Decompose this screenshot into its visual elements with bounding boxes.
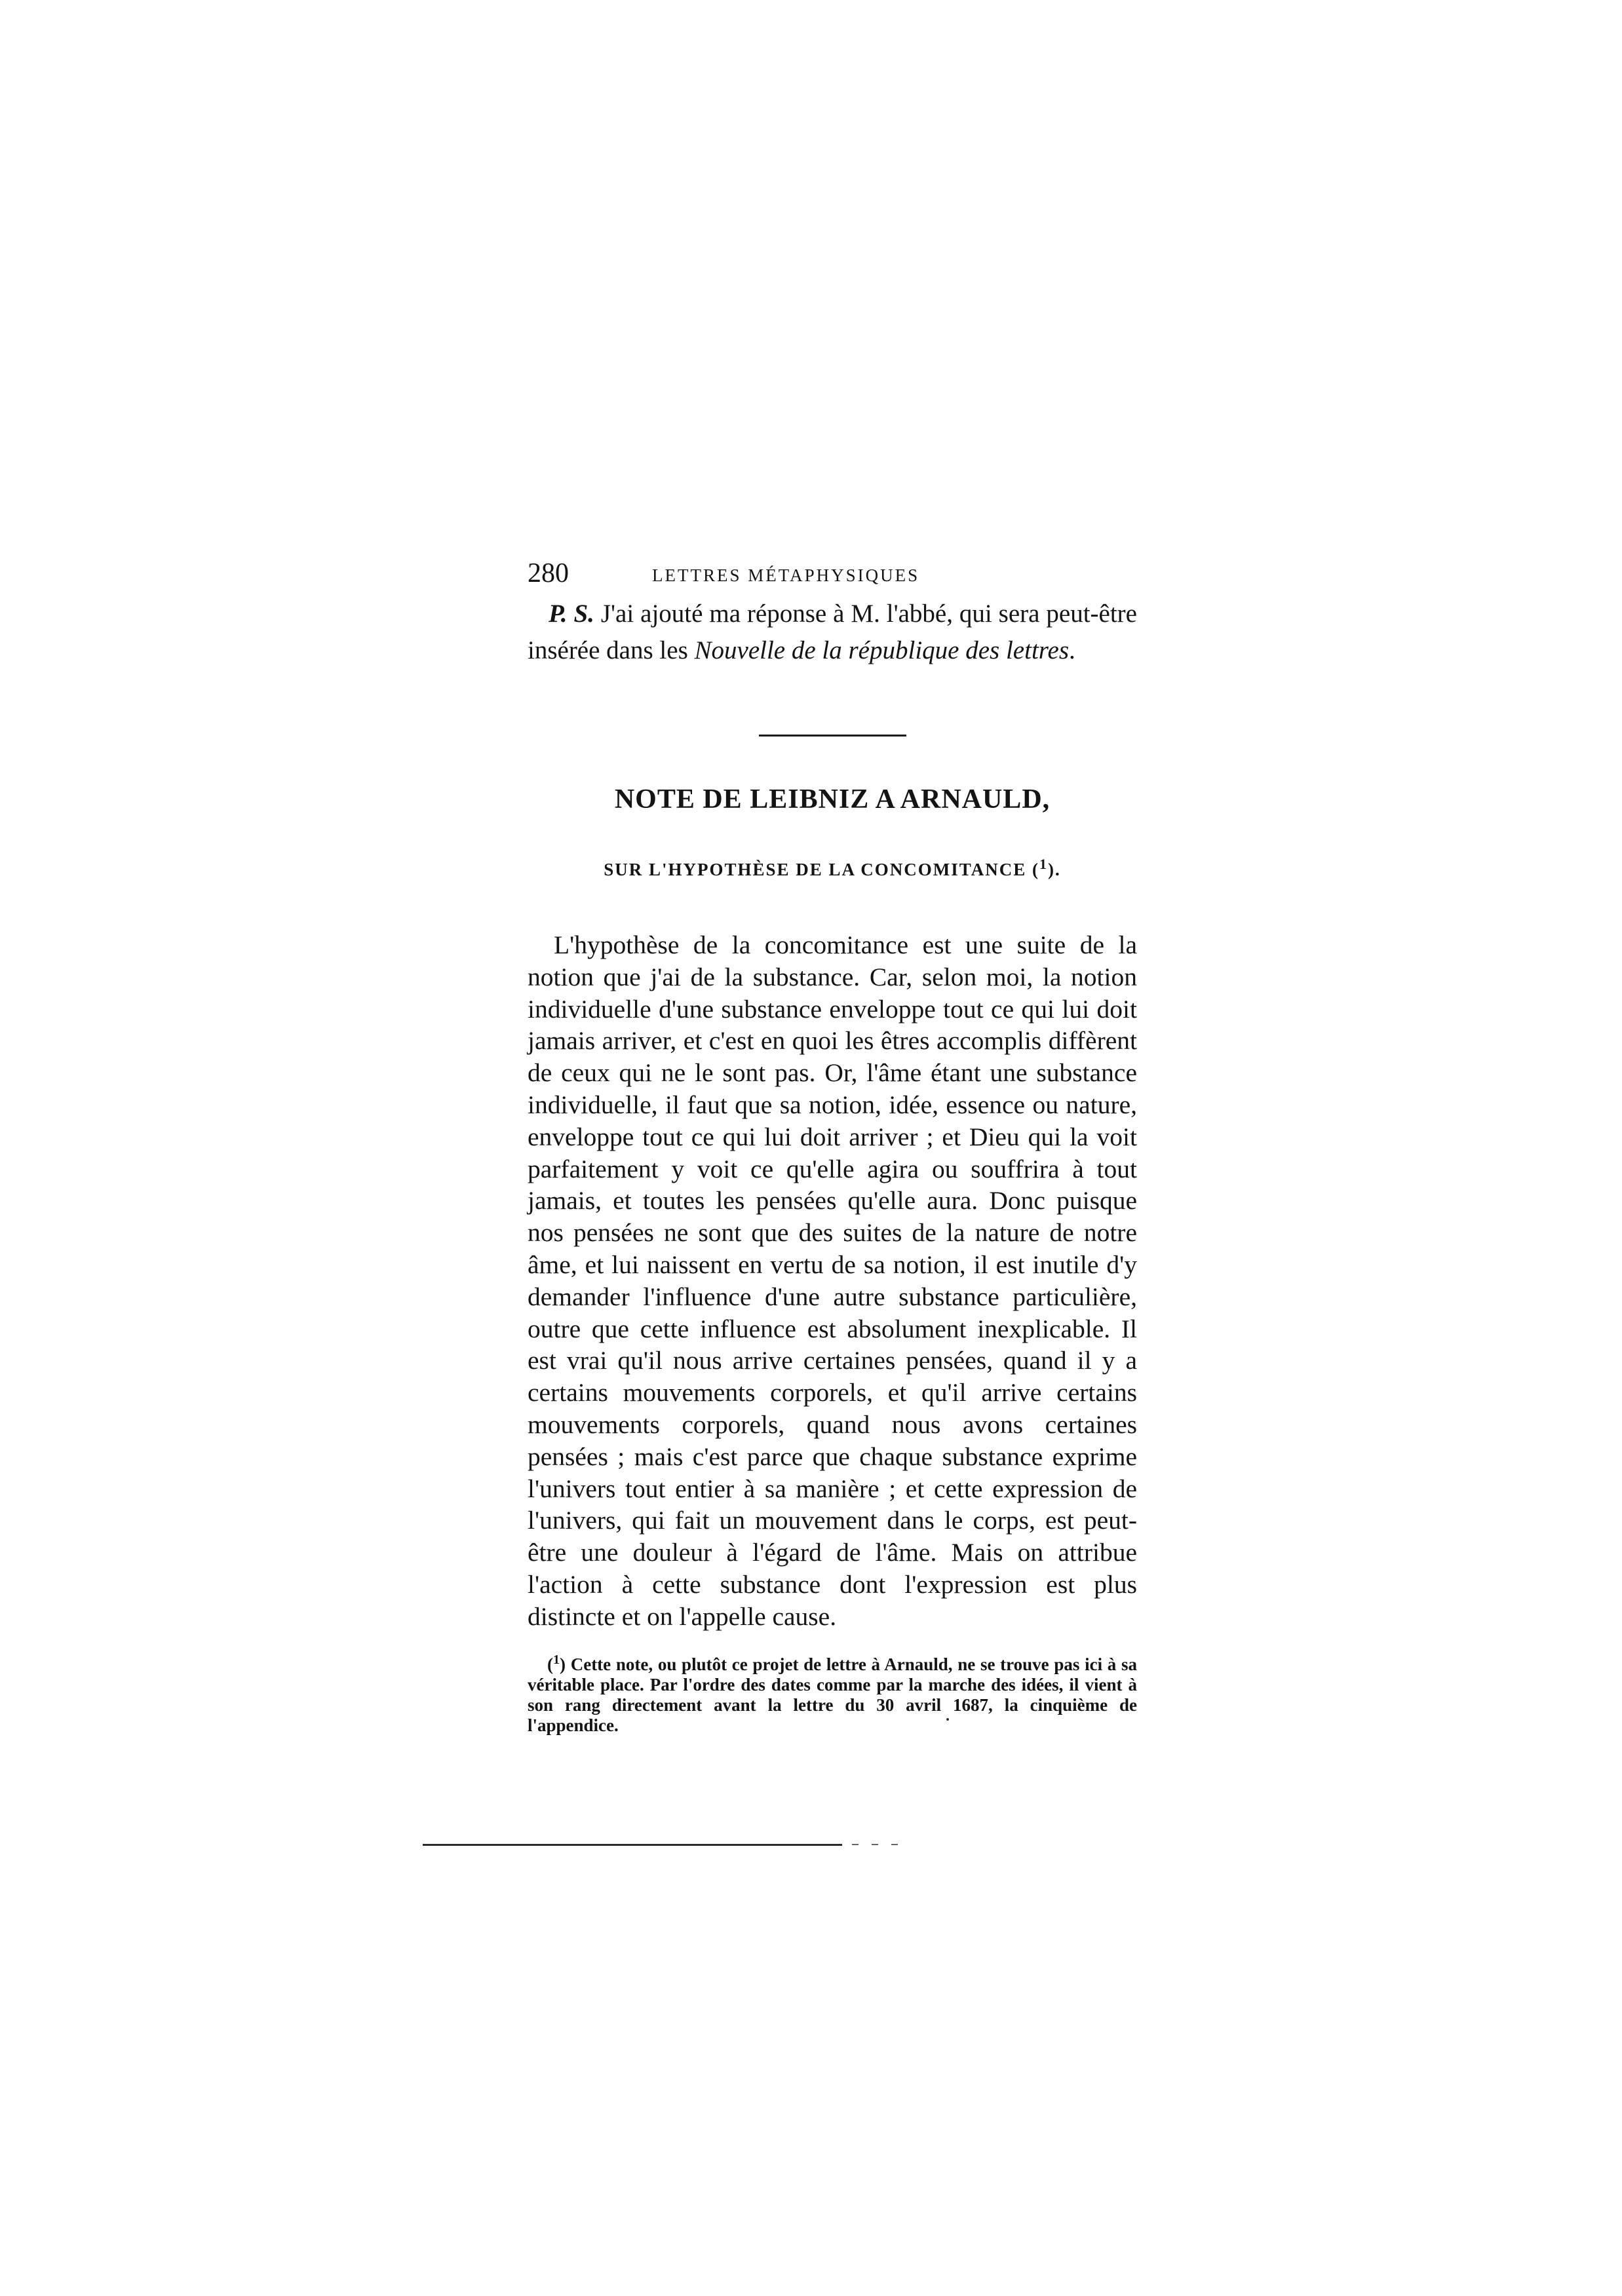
running-title: LETTRES MÉTAPHYSIQUES	[652, 565, 920, 585]
footnote-marker-close: )	[560, 1654, 566, 1674]
postscript-end: .	[1069, 636, 1075, 664]
journal-title: Nouvelle de la république des lettres	[694, 636, 1069, 664]
bottom-rule-dash	[852, 1844, 859, 1845]
footnote-text: Cette note, ou plutôt ce projet de lettre à Arnauld, ne se trouve pas ici à sa véritable place. Par l'ordre des dates comme par la marche des idées, il vient à son rang directement avant la lettre du 30 avril 1687, la cinquième de l'appendice.	[528, 1654, 1137, 1735]
note-subtitle-text: SUR L'HYPOTHÈSE DE LA CONCOMITANCE	[604, 860, 1027, 879]
page-number: 280	[528, 558, 569, 588]
footnote	[528, 1650, 1137, 1736]
note-subtitle-ref-close: ).	[1048, 860, 1061, 879]
bottom-rule-dash	[891, 1844, 898, 1845]
postscript-paragraph	[528, 596, 1137, 669]
postscript-text: J'ai ajouté ma réponse à M. l'abbé, qui sera peut-être insérée dans les	[528, 600, 1137, 664]
note-subtitle-ref-open: (	[1026, 860, 1040, 879]
footnote-marker: 1	[553, 1652, 560, 1667]
postscript-label: P. S.	[549, 600, 594, 628]
section-divider	[759, 735, 906, 737]
footnote-reference: 1	[1039, 856, 1049, 872]
note-body: L'hypothèse de la concomitance est une suite de la notion que j'ai de la substance. Car, selon moi, la notion individuelle d'une substance enveloppe tout ce qui lui doit jamais arriver, et c'est en quoi les êtres accomplis diffèrent de ceux qui ne le sont pas. Or, l'âme étant une substance individuelle, il faut que sa notion, idée, essence ou nature, enveloppe tout ce qui lui doit arriver ; et Dieu qui la voit parfaitement y voit ce qu'elle agira ou souffrira à tout jamais, et toutes les pensées qu'elle aura. Donc puisque nos pensées ne sont que des suites de la nature de notre âme, et lui naissent en vertu de sa notion, il est inutile d'y demander l'influence d'une autre substance particulière, outre que cette influence est absolument inexplicable. Il est vrai qu'il nous arrive certaines pensées, quand il y a certains mouvements corporels, et qu'il arrive certains mouvements corporels, quand nous avons certaines pensées ; mais c'est parce que chaque substance exprime l'univers tout entier à sa manière ; et cette expression de l'univers, qui fait un mouvement dans le corps, est peut-être une douleur à l'égard de l'âme. Mais on attribue l'action à cette substance dont l'expression est plus distincte et on l'appelle cause.	[528, 930, 1137, 1631]
running-head	[528, 554, 1137, 593]
note-subtitle	[528, 848, 1137, 886]
bottom-rule	[423, 1844, 842, 1846]
footnote-marker-open: (	[547, 1654, 553, 1674]
bottom-rule-dash	[872, 1844, 878, 1845]
print-speck	[946, 1718, 949, 1721]
text-block	[528, 554, 1137, 1736]
note-title: NOTE DE LEIBNIZ A ARNAULD,	[614, 784, 1051, 814]
